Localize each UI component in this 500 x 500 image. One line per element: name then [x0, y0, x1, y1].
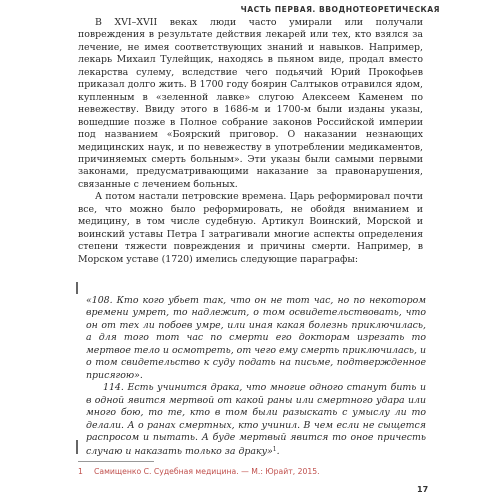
statute-quote: [86, 295, 426, 459]
quote-bar-bottom: [76, 440, 78, 454]
paragraph: В XVI–XVII веках люди часто умирали или получали повреждения в результате действия лекарей или тех, кто взялся за лечение, не имея соответствующих знаний и навыков. Например, лекарь Михаил Тулейщик, находясь в пьяном виде, продал вместо лекарства сулему, вследствие чего подьячий Юрий Прокофьев приказал долго жить. В 1700 году боярин Салтыков отравился ядом, купленным в «зеленной лавке» слугою Алексеем Каменем по невежеству. Ввиду этого в 1686-м и 1700-м были изданы указы, вошедшие позже в Полное собрание законов Российской империи под названием «Боярский приговор. О наказании незнающих медицинских наук, и по невежеству в употреблении медикаментов, причиняемых смерть больным». Эти указы были самыми первыми законами, предусматривающими наказание за правонарушения, связанные с лечением больных.: [78, 17, 423, 190]
paragraph: А потом настали петровские времена. Царь реформировал почти все, что можно было реформировать, не обойдя вниманием и медицину, в том числе судебную. Артикул Воинский, Морской и воинский уставы Петра I затрагивали многие аспекты определения степени тяжести повреждения и причины смерти. Например, в Морском уставе (1720) имелись следующие параграфы:: [78, 191, 423, 265]
footnote: [78, 467, 423, 476]
page-number: 17: [417, 485, 429, 494]
quote-bar-top: [76, 282, 78, 294]
footnote-text: Самищенко С. Судебная медицина. — М.: Юрайт, 2015.: [94, 467, 320, 476]
quote-paragraph: «108. Кто кого убьет так, что он не тот час, но по некотором времени умрет, то надлежит, о том освидетельствовать, что он от тех ли побоев умре, или иная какая болезнь приключилась, а для того тот час по смерти его докторам изрезать то мертвое тело и осмотреть, от чего ему смерть приключилась, и о том свидетельство к суду подать на письме, подтвержденное присягою».: [86, 295, 426, 381]
quote-paragraph: 114. Есть учинится драка, что многие одного станут бить и в одной явится мертвой от какой раны или смертного удара или много бою, то те, кто в том были разыскать с умыслу ли то делали. А о ранах смертных, кто учинил. В чем если не сыщется распросом и пытать. А буде мертвый явится то оное причесть случаю и наказать только за драку»$^1$.: [86, 382, 426, 458]
main-text: [78, 17, 423, 266]
footnote-ref[interactable]: 1: [272, 446, 277, 454]
footnote-number: 1: [78, 467, 83, 476]
quote-paragraph-text: 114. Есть учинится драка, что многие одного станут бить и в одной явится мертвой от какой раны или смертного удара или много бою, то те, кто в том были разыскать с умыслу ли то делали. А о ранах смертных, кто учинил. В чем если не сыщется распросом и пытать. А буде мертвый явится то оное причесть случаю и наказать только за драку»: [86, 382, 426, 458]
running-head: ЧАСТЬ ПЕРВАЯ. ВВОДНОТЕОРЕТИЧЕСКАЯ: [240, 5, 440, 14]
footnote-rule: [78, 461, 154, 462]
